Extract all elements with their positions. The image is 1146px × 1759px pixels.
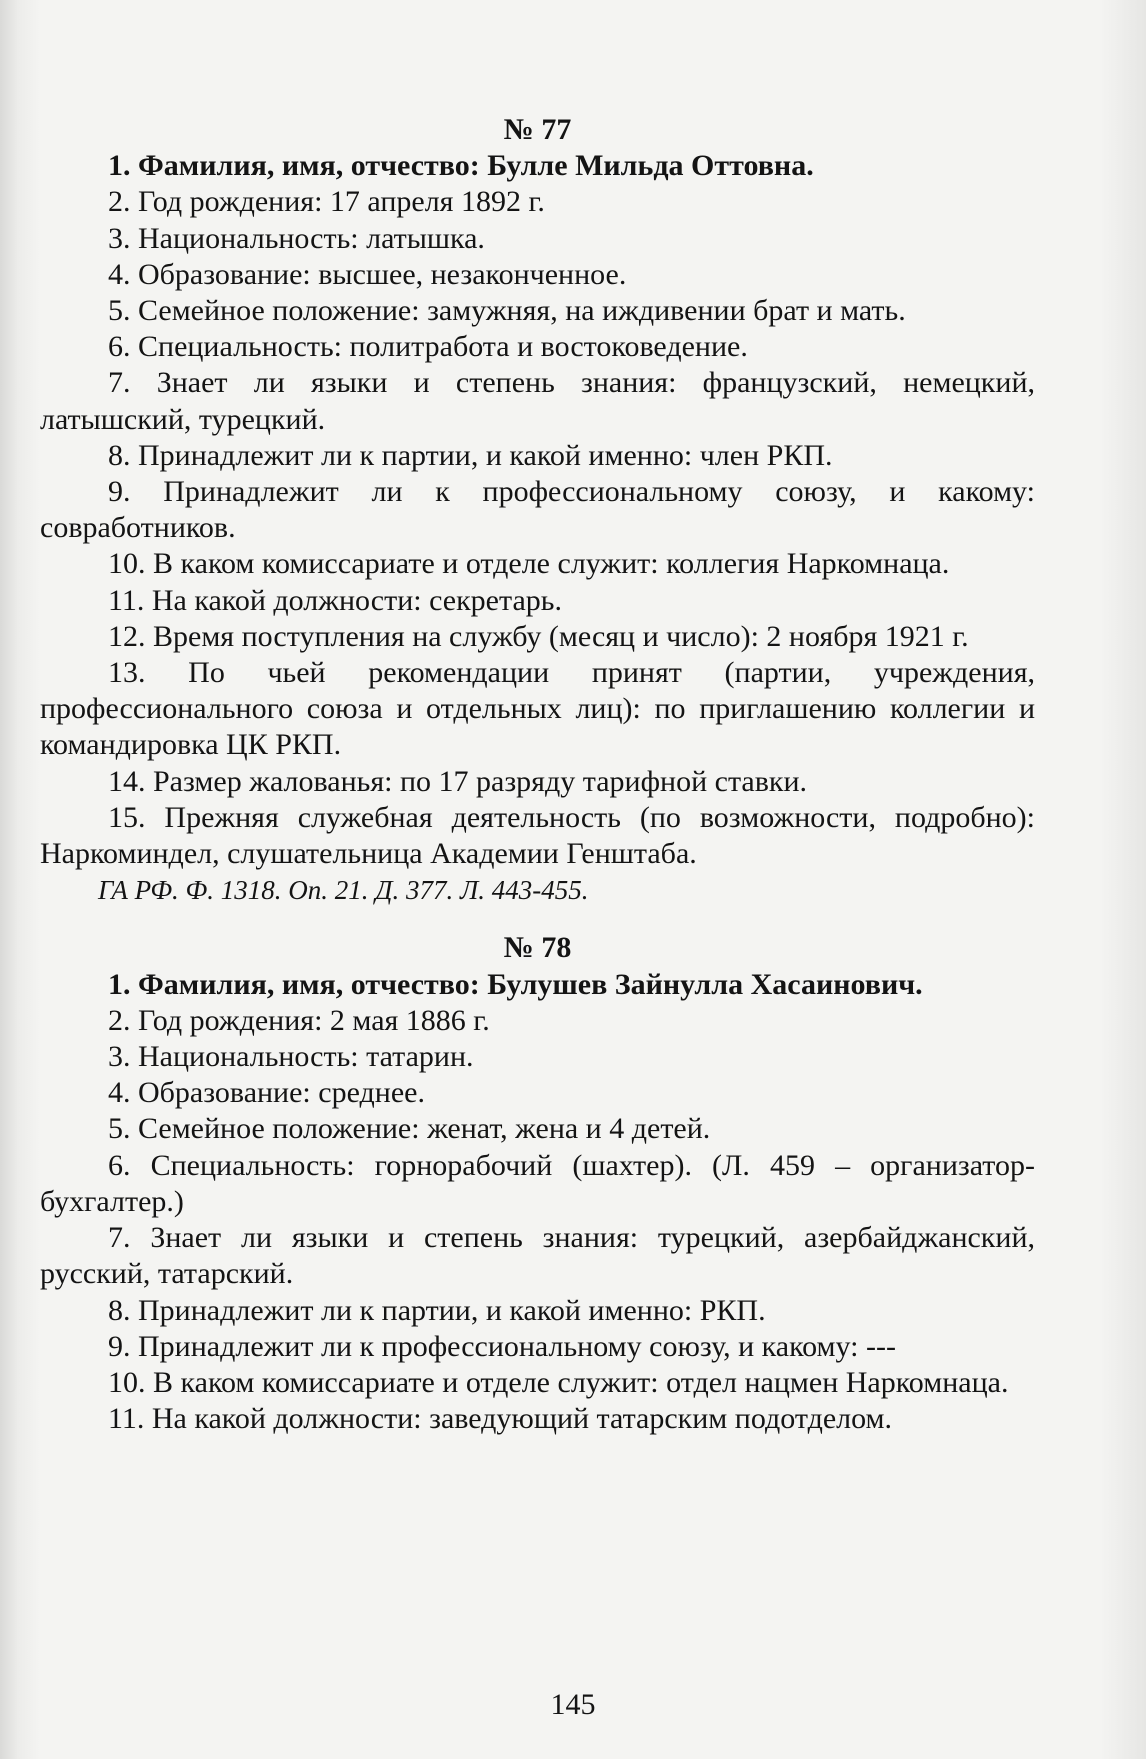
doc78-item-7: 7. Знает ли языки и степень знания: турецкий, азербайджанский, русский, татарский. — [40, 1221, 1035, 1291]
page-number: 145 — [550, 1688, 596, 1721]
doc78-item-8: 8. Принадлежит ли к партии, и какой именно: РКП. — [108, 1293, 766, 1327]
doc77-item-7: 7. Знает ли языки и степень знания: французский, немецкий, латышский, турецкий. — [40, 366, 1035, 436]
document-number-78: № 78 — [503, 931, 572, 965]
doc77-item-1: 1. Фамилия, имя, отчество: Булле Мильда Оттовна. — [108, 149, 814, 183]
doc78-item-9: 9. Принадлежит ли к профессиональному союзу, и какому: --- — [108, 1329, 896, 1363]
doc77-item-9: 9. Принадлежит ли к профессиональному союзу, и какому: совработников. — [40, 475, 1035, 545]
doc77-item-14: 14. Размер жалованья: по 17 разряду тарифной ставки. — [108, 764, 808, 798]
doc78-item-10: 10. В каком комиссариате и отделе служит: отдел нацмен Наркомнаца. — [108, 1365, 1009, 1399]
doc78-item-4: 4. Образование: среднее. — [108, 1076, 425, 1110]
doc77-item-13: 13. По чьей рекомендации принят (партии, учреждения, профессионального союза и отдельных лиц): по приглашению коллегии и командировка ЦК РКП. — [40, 656, 1035, 762]
doc77-item-5: 5. Семейное положение: замужняя, на иждивении брат и мать. — [108, 294, 906, 328]
doc77-item-8: 8. Принадлежит ли к партии, и какой именно: член РКП. — [108, 438, 833, 472]
doc77-item-10: 10. В каком комиссариате и отделе служит: коллегия Наркомнаца. — [108, 547, 950, 581]
doc77-item-15: 15. Прежняя служебная деятельность (по возможности, подробно): Наркоминдел, слушательница Академии Генштаба. — [40, 800, 1035, 871]
document-body — [40, 112, 1035, 1437]
section-gap — [40, 908, 1035, 930]
archive-source-citation: ГА РФ. Ф. 1318. Оп. 21. Д. 377. Л. 443-455. — [98, 875, 589, 906]
doc78-item-1: 1. Фамилия, имя, отчество: Булушев Зайнулла Хасаинович. — [108, 967, 923, 1001]
doc78-item-3: 3. Национальность: татарин. — [108, 1040, 474, 1074]
doc77-item-12: 12. Время поступления на службу (месяц и число): 2 ноября 1921 г. — [108, 619, 969, 653]
doc77-item-6: 6. Специальность: политработа и востоковедение. — [108, 330, 748, 364]
doc78-item-6: 6. Специальность: горнорабочий (шахтер). (Л. 459 – организатор-бухгалтер.) — [40, 1148, 1035, 1218]
doc78-item-5: 5. Семейное положение: женат, жена и 4 детей. — [108, 1112, 711, 1146]
doc77-item-2: 2. Год рождения: 17 апреля 1892 г. — [108, 185, 545, 219]
doc77-item-3: 3. Национальность: латышка. — [108, 221, 485, 255]
doc78-item-11: 11. На какой должности: заведующий татарским подотделом. — [108, 1402, 893, 1436]
doc78-item-2: 2. Год рождения: 2 мая 1886 г. — [108, 1003, 490, 1037]
doc77-item-11: 11. На какой должности: секретарь. — [108, 583, 562, 617]
document-number-77: № 77 — [503, 113, 572, 146]
doc77-item-4: 4. Образование: высшее, незаконченное. — [108, 257, 627, 291]
